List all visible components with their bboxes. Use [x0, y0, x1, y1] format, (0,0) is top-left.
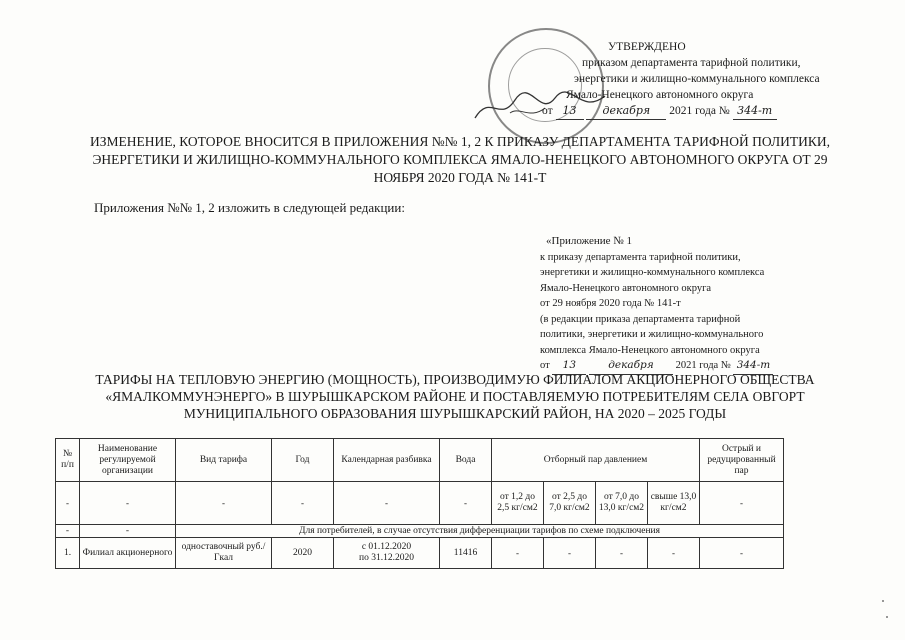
- row-period-to: по 31.12.2020: [359, 553, 414, 563]
- header-period: Календарная разбивка: [334, 439, 440, 482]
- note-dash: -: [80, 525, 176, 538]
- header-year: Год: [272, 439, 334, 482]
- approval-date-month: декабря: [586, 103, 666, 120]
- row-dash: -: [544, 538, 596, 569]
- approval-order-no: 344-т: [733, 103, 777, 120]
- note-dash: -: [56, 525, 80, 538]
- approval-date-line: [542, 103, 882, 120]
- scan-speck: [886, 616, 888, 618]
- header-sharp: Острый и редуцированный пар: [700, 439, 784, 482]
- sub-dash: -: [334, 482, 440, 525]
- sub-dash: -: [272, 482, 334, 525]
- table-header-row: [56, 439, 784, 482]
- steam-sub-2: от 2,5 до 7,0 кг/см2: [544, 482, 596, 525]
- sub-dash: -: [176, 482, 272, 525]
- header-org: Наименование регулируемой организации: [80, 439, 176, 482]
- row-water: 11416: [440, 538, 492, 569]
- steam-sub-4: свыше 13,0 кг/см2: [648, 482, 700, 525]
- approval-date-prefix: от: [542, 105, 553, 117]
- scan-speck: [882, 600, 884, 602]
- appendix-date-month: декабря: [589, 358, 673, 375]
- approval-date-year: 2021 года №: [669, 105, 730, 117]
- steam-sub-3: от 7,0 до 13,0 кг/см2: [596, 482, 648, 525]
- sub-dash: -: [700, 482, 784, 525]
- sub-dash: -: [56, 482, 80, 525]
- note-text: Для потребителей, в случае отсутствия дифференциации тарифов по схеме подключения: [176, 525, 784, 538]
- header-steam: Отборный пар давлением: [492, 439, 700, 482]
- header-water: Вода: [440, 439, 492, 482]
- sub-dash: -: [80, 482, 176, 525]
- approval-block: [542, 39, 882, 120]
- approval-date-day: 13: [556, 103, 584, 120]
- appendix-date-day: 13: [552, 358, 586, 375]
- appendix-date-year: 2021 года №: [675, 360, 731, 371]
- row-dash: -: [700, 538, 784, 569]
- row-dash: -: [596, 538, 648, 569]
- row-num: 1.: [56, 538, 80, 569]
- appendix-date-prefix: от: [540, 360, 550, 371]
- header-num: № п/п: [56, 439, 80, 482]
- approval-line-2: приказом департамента тарифной политики,: [582, 57, 801, 69]
- appendix-block: [540, 234, 840, 375]
- table-note-row: [56, 525, 784, 538]
- header-type: Вид тарифа: [176, 439, 272, 482]
- approval-line-3: энергетики и жилищно-коммунального комплекса: [574, 73, 820, 85]
- row-type: одноставочный руб./Гкал: [176, 538, 272, 569]
- appendix-line-2: к приказу департамента тарифной политики,: [540, 251, 741, 263]
- row-period-from: с 01.12.2020: [361, 542, 412, 552]
- appendix-line-8: комплекса Ямало-Ненецкого автономного округа: [540, 344, 760, 356]
- row-dash: -: [648, 538, 700, 569]
- tariff-table: [55, 438, 784, 569]
- sub-dash: -: [440, 482, 492, 525]
- appendix-line-5: от 29 ноября 2020 года № 141-т: [540, 298, 681, 309]
- appendix-order-no: 344-т: [733, 358, 773, 375]
- table-subheader-row: [56, 482, 784, 525]
- approval-line-1: УТВЕРЖДЕНО: [608, 41, 686, 53]
- appendix-line-1: «Приложение № 1: [546, 235, 633, 247]
- approval-line-4: Ямало-Ненецкого автономного округа: [566, 89, 754, 101]
- tariff-title: ТАРИФЫ НА ТЕПЛОВУЮ ЭНЕРГИЮ (МОЩНОСТЬ), ПРОИЗВОДИМУЮ ФИЛИАЛОМ АКЦИОНЕРНОГО ОБЩЕСТВА «ЯМАЛКОММУНЭНЕРГО» В ШУРЫШКАРСКОМ РАЙОНЕ И ПОСТАВЛЯЕМУЮ ПОТРЕБИТЕЛЯМ СЕЛА ОВГОРТ МУНИЦИПАЛЬНОГО ОБРАЗОВАНИЯ ШУРЫШКАРСКИЙ РАЙОН, НА 2020 – 2025 ГОДЫ: [95, 372, 815, 421]
- appendix-line-4: Ямало-Ненецкого автономного округа: [540, 282, 712, 294]
- steam-sub-1: от 1,2 до 2,5 кг/см2: [492, 482, 544, 525]
- row-dash: -: [492, 538, 544, 569]
- appendix-line-7: политики, энергетики и жилищно-коммунального: [540, 329, 764, 340]
- row-org: Филиал акционерного: [80, 538, 176, 569]
- row-year: 2020: [272, 538, 334, 569]
- appendix-line-3: энергетики и жилищно-коммунального комплекса: [540, 267, 765, 278]
- intro-text: Приложения №№ 1, 2 изложить в следующей редакции:: [94, 200, 405, 215]
- change-title: ИЗМЕНЕНИЕ, КОТОРОЕ ВНОСИТСЯ В ПРИЛОЖЕНИЯ №№ 1, 2 К ПРИКАЗУ ДЕПАРТАМЕНТА ТАРИФНОЙ ПОЛИТИКИ, ЭНЕРГЕТИКИ И ЖИЛИЩНО-КОММУНАЛЬНОГО КОМПЛЕКСА ЯМАЛО-НЕНЕЦКОГО АВТОНОМНОГО ОКРУГА ОТ 29 НОЯБРЯ 2020 ГОДА № 141-Т: [89, 134, 831, 185]
- appendix-line-6: (в редакции приказа департамента тарифной: [540, 313, 741, 325]
- table-row: [56, 538, 784, 569]
- row-period: [334, 538, 440, 569]
